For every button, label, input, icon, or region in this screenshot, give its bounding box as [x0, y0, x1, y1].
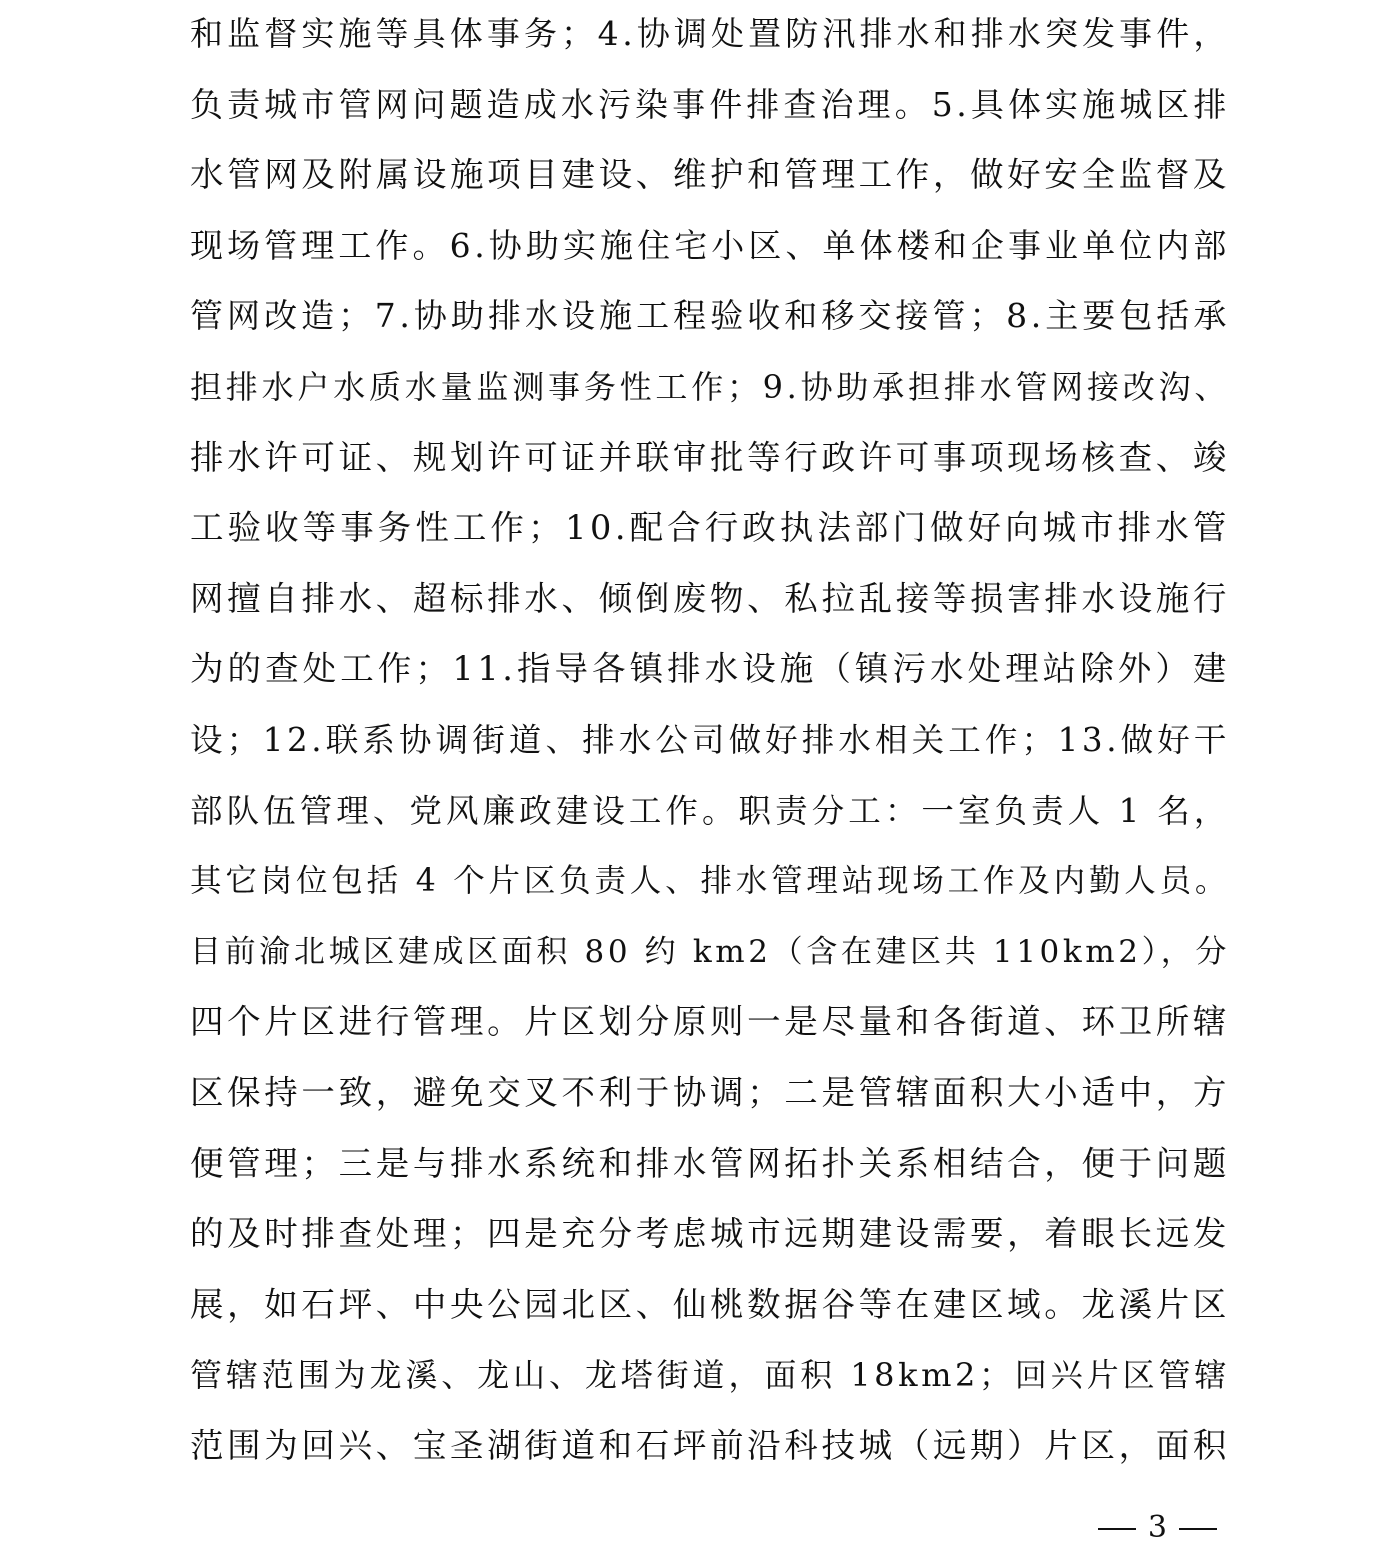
- text-line: 展，如石坪、中央公园北区、仙桃数据谷等在建区域。龙溪片区: [190, 1284, 1230, 1324]
- text-line: 目前渝北城区建成区面积 80 约 km2（含在建区共 110km2），分: [190, 933, 1230, 970]
- text-line: 四个片区进行管理。片区划分原则一是尽量和各街道、环卫所辖: [190, 1002, 1230, 1042]
- footer-dash-right: [1179, 1528, 1217, 1530]
- text-line: 的及时排查处理；四是充分考虑城市远期建设需要，着眼长远发: [190, 1214, 1230, 1254]
- text-line: 网擅自排水、超标排水、倾倒废物、私拉乱接等损害排水设施行: [190, 578, 1230, 618]
- text-line: 区保持一致，避免交叉不利于协调；二是管辖面积大小适中，方: [190, 1072, 1230, 1112]
- text-line: 部队伍管理、党风廉政建设工作。职责分工：一室负责人 1 名，: [190, 791, 1230, 830]
- text-line: 范围为回兴、宝圣湖街道和石坪前沿科技城（远期）片区，面积: [190, 1425, 1230, 1465]
- text-line: 管网改造；7.协助排水设施工程验收和移交接管；8.主要包括承: [190, 296, 1230, 336]
- text-line: 负责城市管网问题造成水污染事件排查治理。5.具体实施城区排: [190, 84, 1230, 124]
- body-text: [190, 4, 1230, 1486]
- page-number: 3: [1147, 1510, 1167, 1545]
- text-line: 和监督实施等具体事务；4.协调处置防汛排水和排水突发事件，: [190, 14, 1230, 53]
- text-line: 担排水户水质水量监测事务性工作；9.协助承担排水管网接改沟、: [190, 367, 1230, 406]
- text-line: 现场管理工作。6.协助实施住宅小区、单体楼和企事业单位内部: [190, 225, 1230, 265]
- text-line: 其它岗位包括 4 个片区负责人、排水管理站现场工作及内勤人员。: [190, 863, 1230, 900]
- text-line: 设；12.联系协调街道、排水公司做好排水相关工作；13.做好干: [190, 720, 1230, 759]
- text-line: 为的查处工作；11.指导各镇排水设施（镇污水处理站除外）建: [190, 649, 1230, 689]
- text-line: 管辖范围为龙溪、龙山、龙塔街道，面积 18km2；回兴片区管辖: [190, 1356, 1230, 1395]
- footer-dash-left: [1098, 1528, 1136, 1530]
- text-line: 排水许可证、规划许可证并联审批等行政许可事项现场核查、竣: [190, 437, 1230, 477]
- text-line: 水管网及附属设施项目建设、维护和管理工作，做好安全监督及: [190, 155, 1230, 195]
- text-line: 便管理；三是与排水系统和排水管网拓扑关系相结合，便于问题: [190, 1143, 1230, 1183]
- text-line: 工验收等事务性工作；10.配合行政执法部门做好向城市排水管: [190, 508, 1230, 548]
- page-footer: [1086, 1508, 1229, 1548]
